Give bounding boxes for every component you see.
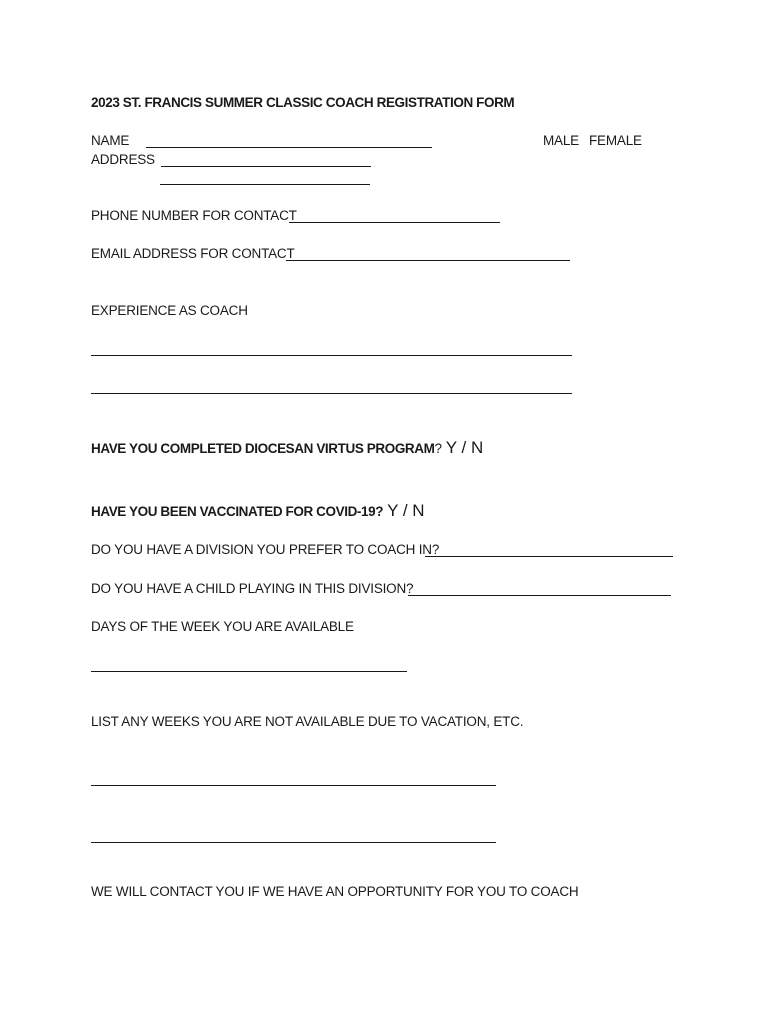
days-available-field-line[interactable] (91, 671, 407, 672)
gender-female-option[interactable]: FEMALE (589, 133, 642, 148)
experience-field-line-1[interactable] (91, 355, 572, 356)
experience-field-line-2[interactable] (91, 393, 572, 394)
covid-question: HAVE YOU BEEN VACCINATED FOR COVID-19? (91, 504, 384, 519)
form-title: 2023 ST. FRANCIS SUMMER CLASSIC COACH REGISTRATION FORM (91, 95, 515, 110)
address-field-line-1[interactable] (161, 166, 371, 167)
vacation-field-line-1[interactable] (91, 785, 496, 786)
child-question: DO YOU HAVE A CHILD PLAYING IN THIS DIVISION? (91, 581, 414, 596)
division-question: DO YOU HAVE A DIVISION YOU PREFER TO COACH IN? (91, 542, 440, 557)
covid-question-row (91, 501, 425, 522)
covid-yes-no-options[interactable]: Y / N (387, 501, 425, 520)
phone-field-line[interactable] (289, 222, 500, 223)
address-label: ADDRESS (91, 152, 155, 167)
vacation-field-line-2[interactable] (91, 842, 496, 843)
phone-label: PHONE NUMBER FOR CONTACT (91, 208, 297, 223)
virtus-question-mark: ? (434, 441, 442, 456)
name-field-line[interactable] (146, 147, 432, 148)
email-field-line[interactable] (286, 260, 570, 261)
virtus-question-row (91, 438, 483, 459)
gender-male-option[interactable]: MALE (543, 133, 579, 148)
name-label: NAME (91, 133, 130, 148)
vacation-label: LIST ANY WEEKS YOU ARE NOT AVAILABLE DUE TO VACATION, ETC. (91, 714, 524, 729)
email-label: EMAIL ADDRESS FOR CONTACT (91, 246, 295, 261)
virtus-question: HAVE YOU COMPLETED DIOCESAN VIRTUS PROGRAM (91, 441, 435, 456)
closing-note: WE WILL CONTACT YOU IF WE HAVE AN OPPORTUNITY FOR YOU TO COACH (91, 884, 579, 899)
division-field-line[interactable] (425, 556, 673, 557)
child-field-line[interactable] (408, 595, 671, 596)
virtus-yes-no-options[interactable]: Y / N (445, 438, 484, 457)
address-field-line-2[interactable] (160, 184, 370, 185)
days-available-label: DAYS OF THE WEEK YOU ARE AVAILABLE (91, 619, 354, 634)
experience-label: EXPERIENCE AS COACH (91, 303, 248, 318)
